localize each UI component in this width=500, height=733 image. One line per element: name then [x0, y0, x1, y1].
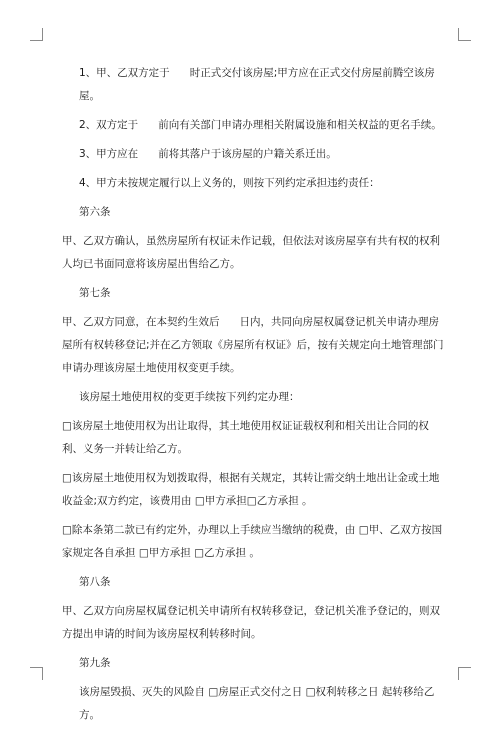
corner-mark-bottom-right — [458, 667, 471, 680]
corner-mark-top-right — [458, 28, 471, 41]
document-page — [62, 62, 445, 733]
clause-item-3: 3、甲方应在 前将其落户于该房屋的户籍关系迁出。 — [79, 148, 337, 160]
article-7-option-2: □该房屋土地使用权为划拨取得，根据有关规定，其转让需交纳土地出让金或土地收益金;双方约定，该费用由 □甲方承担□乙方承担 。 — [62, 472, 440, 507]
article-6-text: 甲、乙双方确认，虽然房屋所有权证未作记载，但依法对该房屋享有共有权的权利人均已书面同意将该房屋出售给乙方。 — [62, 235, 440, 270]
article-7-option-3: □除本条第二款已有约定外，办理以上手续应当缴纳的税费，由 □甲、乙双方按国家规定各自承担 □甲方承担 □乙方承担 。 — [62, 524, 443, 559]
corner-mark-top-left — [30, 28, 43, 41]
clause-item-1: 1、甲、乙双方定于 时正式交付该房屋;甲方应在正式交付房屋前腾空该房屋。 — [79, 67, 435, 102]
article-7-heading: 第七条 — [79, 287, 111, 299]
corner-mark-bottom-left — [30, 667, 43, 680]
article-7-intro: 该房屋土地使用权的变更手续按下列约定办理： — [79, 391, 300, 403]
clause-item-4: 4、甲方未按规定履行以上义务的，则按下列约定承担违约责任： — [79, 177, 380, 189]
article-9-text: 该房屋毁损、灭失的风险自 □房屋正式交付之日 □权利转移之日 起转移给乙方。 — [79, 686, 435, 721]
clause-item-2: 2、双方定于 前向有关部门申请办理相关附属设施和相关权益的更名手续。 — [79, 119, 442, 131]
article-9-heading: 第九条 — [79, 657, 111, 669]
article-7-text: 甲、乙双方同意，在本契约生效后 日内，共同向房屋权属登记机关申请办理房屋所有权转移登记;并在乙方领取《房屋所有权证》后，按有关规定向土地管理部门申请办理该房屋土地使用权变更手续。 — [62, 316, 444, 374]
article-7-option-1: □该房屋土地使用权为出让取得，其土地使用权证证载权利和相关出让合同的权利、义务一并转让给乙方。 — [62, 420, 429, 455]
article-8-heading: 第八条 — [79, 576, 111, 588]
article-6-heading: 第六条 — [79, 206, 111, 218]
article-8-text: 甲、乙双方向房屋权属登记机关申请所有权转移登记，登记机关准予登记的，则双方提出申请的时间为该房屋权利转移时间。 — [62, 605, 440, 640]
